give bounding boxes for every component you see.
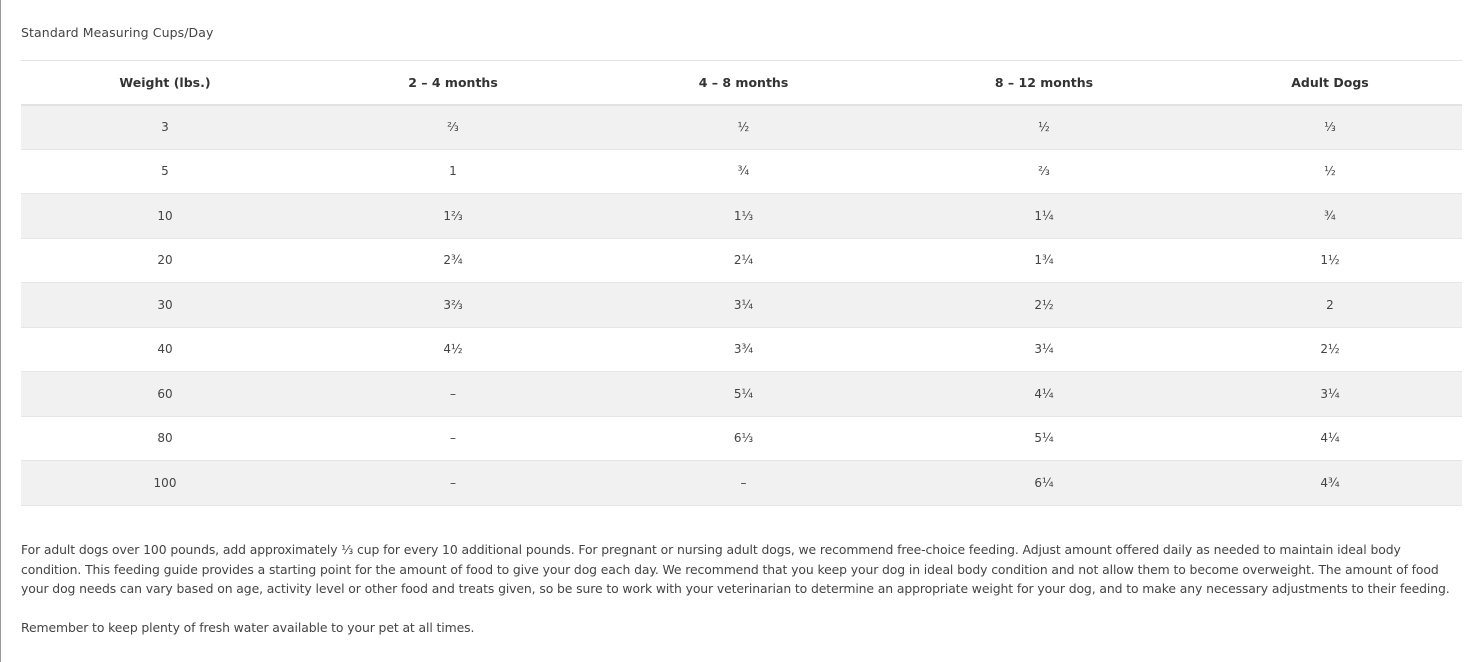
cups-2-4-months-cell: 4½ — [443, 342, 463, 357]
weight-cell: 60 — [157, 386, 173, 401]
cups-2-4-months-cell: – — [450, 475, 456, 490]
table-row — [21, 327, 1462, 372]
table-caption: Standard Measuring Cups/Day — [21, 25, 214, 40]
table-row — [21, 149, 1462, 194]
cups-2-4-months-cell: – — [450, 431, 456, 446]
weight-cell: 30 — [157, 297, 173, 312]
cups-4-8-months-cell: 5¼ — [733, 386, 754, 401]
weight-cell: 20 — [157, 253, 173, 268]
cups-8-12-months-cell: 6¼ — [1034, 475, 1054, 490]
weight-cell: 10 — [157, 208, 173, 223]
water-reminder: Remember to keep plenty of fresh water available to your pet at all times. — [21, 620, 475, 636]
cups-4-8-months-cell: ¾ — [737, 164, 750, 179]
page-left-border — [0, 0, 1, 662]
cups-2-4-months-cell: 1 — [449, 164, 457, 179]
cups-adult-cell: 2½ — [1320, 342, 1340, 357]
cups-8-12-months-cell: 3¼ — [1034, 342, 1054, 357]
table-row — [21, 105, 1462, 150]
weight-cell: 100 — [153, 475, 177, 490]
feeding-guide-table — [21, 60, 1462, 506]
cups-8-12-months-cell: 1¾ — [1034, 253, 1054, 268]
cups-4-8-months-cell: 6⅓ — [733, 431, 754, 446]
weight-cell: 3 — [161, 120, 169, 134]
table-row — [21, 194, 1462, 239]
table-row — [21, 461, 1462, 506]
column-header-4-8-months: 4 – 8 months — [698, 74, 789, 90]
feeding-notes — [21, 540, 1461, 638]
weight-cell: 5 — [161, 164, 169, 179]
cups-8-12-months-cell: 5¼ — [1034, 431, 1054, 446]
column-header-8-12-months: 8 – 12 months — [994, 74, 1094, 90]
cups-8-12-months-cell: 4¼ — [1034, 386, 1054, 401]
cups-adult-cell: 1½ — [1320, 253, 1340, 268]
cups-adult-cell: 3¼ — [1320, 386, 1340, 401]
cups-2-4-months-cell: 2¾ — [443, 253, 463, 268]
table-row — [21, 238, 1462, 283]
table-row — [21, 283, 1462, 328]
cups-adult-cell: ¾ — [1324, 208, 1336, 223]
cups-8-12-months-cell: ⅔ — [1038, 164, 1050, 179]
cups-8-12-months-cell: ½ — [1038, 120, 1050, 134]
table-header-row — [21, 61, 1462, 105]
cups-2-4-months-cell: – — [450, 386, 456, 401]
table-row — [21, 372, 1462, 417]
cups-adult-cell: ⅓ — [1324, 120, 1336, 134]
cups-adult-cell: 4¾ — [1320, 475, 1340, 490]
cups-4-8-months-cell: – — [740, 475, 747, 490]
cups-8-12-months-cell: 1¼ — [1034, 208, 1054, 223]
cups-4-8-months-cell: 1⅓ — [733, 208, 754, 223]
weight-cell: 40 — [157, 342, 173, 357]
cups-adult-cell: 2 — [1326, 297, 1334, 312]
weight-cell: 80 — [157, 431, 173, 446]
cups-4-8-months-cell: 2¼ — [733, 253, 754, 268]
column-header-2-4-months: 2 – 4 months — [408, 74, 498, 90]
table-row — [21, 416, 1462, 461]
column-header-adult-dogs: Adult Dogs — [1291, 74, 1369, 90]
column-header-weight: Weight (lbs.) — [119, 74, 211, 90]
cups-8-12-months-cell: 2½ — [1034, 297, 1054, 312]
cups-adult-cell: 4¼ — [1320, 431, 1340, 446]
cups-4-8-months-cell: 3¼ — [733, 297, 754, 312]
cups-2-4-months-cell: 1⅔ — [443, 208, 463, 223]
cups-adult-cell: ½ — [1324, 164, 1336, 179]
cups-2-4-months-cell: 3⅔ — [443, 297, 463, 312]
cups-2-4-months-cell: ⅔ — [447, 120, 459, 134]
cups-4-8-months-cell: 3¾ — [733, 342, 754, 357]
feeding-notes-paragraph: For adult dogs over 100 pounds, add approximately ⅓ cup for every 10 additional pounds. For pregnant or nursing adult dogs, we recommend free-choice feeding. Adjust amount offered daily as needed to maintain ideal body condition. This feeding guide provides a starting point for the amount of food to give your dog each day. We recommend that you keep your dog in ideal body condition and not allow them to become overweight. The amount of food your dog needs can vary based on age, activity level or other food and treats given, so be sure to work with your veterinarian to determine an appropriate weight for your dog, and to make any necessary adjustments to their feeding. — [21, 542, 1450, 597]
cups-4-8-months-cell: ½ — [737, 120, 750, 134]
